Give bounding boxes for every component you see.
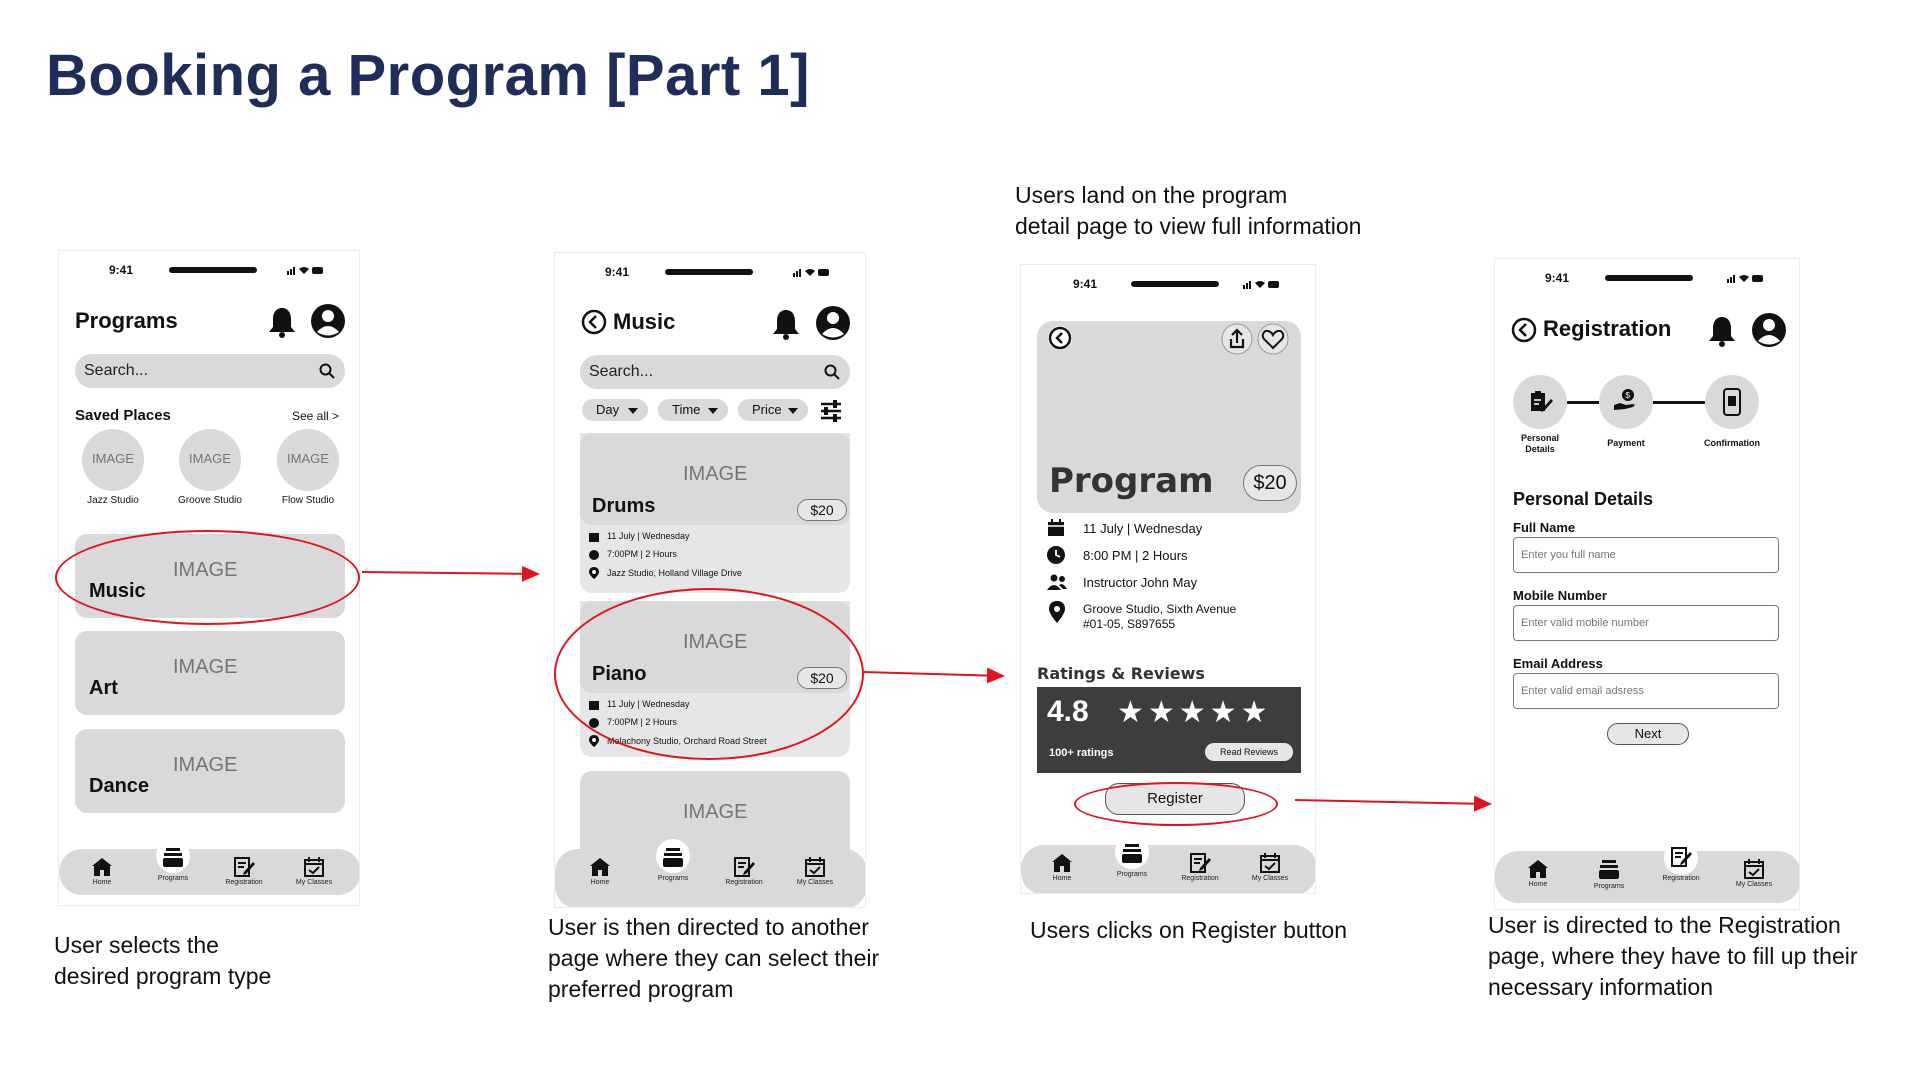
flow-arrow <box>362 572 538 574</box>
program-date: 11 July | Wednesday <box>607 699 690 709</box>
caption-step-1: User selects the desired program type <box>54 932 272 989</box>
program-name: Piano <box>592 663 647 685</box>
section-heading: Personal Details <box>1513 489 1654 509</box>
category-name: Art <box>89 677 118 699</box>
see-all-link[interactable]: See all > <box>292 409 340 423</box>
nav-label: Programs <box>1593 883 1625 890</box>
image-placeholder: IMAGE <box>173 656 238 678</box>
search-input[interactable]: Search... <box>84 362 149 379</box>
nav-label: Registration <box>1181 875 1219 882</box>
search-input[interactable]: Search... <box>589 363 654 380</box>
program-location: Jazz Studio, Holland Village Drive <box>607 568 742 578</box>
status-time: 9:41 <box>1545 271 1570 285</box>
caption-step-3-bottom: Users clicks on Register button <box>1030 917 1348 943</box>
saved-place-image[interactable]: IMAGE <box>82 429 144 491</box>
nav-label: Home <box>590 879 610 886</box>
field-label: Mobile Number <box>1513 588 1607 603</box>
price-badge: $20 <box>1243 465 1297 501</box>
register-button[interactable]: Register <box>1105 783 1245 815</box>
program-name: Drums <box>592 495 656 517</box>
caption-step-3-top: Users land on the program detail page to view full information <box>1015 182 1362 239</box>
next-button[interactable]: Next <box>1607 723 1689 745</box>
nav-label: Registration <box>725 879 763 886</box>
program-time: 7:00PM | 2 Hours <box>607 549 677 559</box>
nav-label: Home <box>1052 875 1072 882</box>
image-placeholder: IMAGE <box>683 463 748 485</box>
read-reviews-button[interactable]: Read Reviews <box>1205 743 1293 761</box>
filter-price[interactable]: Price <box>738 399 808 421</box>
nav-label: My Classes <box>1735 881 1773 888</box>
program-time: 8:00 PM | 2 Hours <box>1083 548 1188 563</box>
nav-label: My Classes <box>796 879 834 886</box>
flow-arrow <box>1295 800 1490 804</box>
ratings-heading: Ratings & Reviews <box>1037 664 1205 683</box>
filter-day[interactable]: Day <box>582 399 648 421</box>
page-title: Registration <box>1543 316 1672 341</box>
category-name: Dance <box>89 775 150 797</box>
nav-label: My Classes <box>1251 875 1289 882</box>
step-label: Payment <box>1607 438 1645 448</box>
svg-text:$: $ <box>1625 391 1630 400</box>
location-line-2: #01-05, S897655 <box>1083 617 1176 631</box>
saved-place-name: Flow Studio <box>281 495 335 506</box>
rating-value: 4.8 <box>1047 695 1089 728</box>
nav-label: Registration <box>225 879 263 886</box>
step-label: Personal Details <box>1520 433 1560 454</box>
program-location: Melachony Studio, Orchard Road Street <box>607 736 767 746</box>
image-placeholder: IMAGE <box>173 559 238 581</box>
saved-place-name: Groove Studio <box>178 495 242 506</box>
field-label: Email Address <box>1513 656 1603 671</box>
caption-step-4: User is directed to the Registration page, where they have to fill up their necessary information <box>1488 912 1858 1000</box>
nav-label: Programs <box>157 875 189 882</box>
flow-arrow <box>864 672 1003 676</box>
program-date: 11 July | Wednesday <box>1083 521 1203 536</box>
nav-label: My Classes <box>295 879 333 886</box>
program-date: 11 July | Wednesday <box>607 531 690 541</box>
instructor-name: Instructor John May <box>1083 575 1198 590</box>
page-title: Programs <box>75 308 178 333</box>
category-name: Music <box>89 580 146 602</box>
image-placeholder: IMAGE <box>173 754 238 776</box>
image-placeholder: IMAGE <box>683 801 748 823</box>
price-badge: $20 <box>797 667 847 689</box>
status-time: 9:41 <box>109 263 134 277</box>
field-label: Full Name <box>1513 520 1576 535</box>
caption-step-2: User is then directed to another page where they can select their preferred program <box>548 914 880 1002</box>
program-title: Program <box>1049 461 1214 501</box>
price-badge: $20 <box>797 499 847 521</box>
nav-label: Programs <box>1116 871 1148 878</box>
location-line-1: Groove Studio, Sixth Avenue <box>1083 602 1237 616</box>
status-time: 9:41 <box>605 265 630 279</box>
saved-place-image[interactable]: IMAGE <box>277 429 339 491</box>
program-time: 7:00PM | 2 Hours <box>607 717 677 727</box>
nav-label: Registration <box>1662 875 1700 882</box>
star-rating-icon: ★★★★★ <box>1117 696 1272 729</box>
status-time: 9:41 <box>1073 277 1098 291</box>
page-title: Music <box>613 309 676 334</box>
nav-label: Programs <box>657 875 689 882</box>
image-placeholder: IMAGE <box>683 631 748 653</box>
rating-count: 100+ ratings <box>1049 747 1114 759</box>
saved-place-name: Jazz Studio <box>87 495 139 506</box>
filter-time[interactable]: Time <box>658 399 728 421</box>
saved-places-heading: Saved Places <box>75 407 171 424</box>
saved-place-image[interactable]: IMAGE <box>179 429 241 491</box>
nav-label: Home <box>92 879 112 886</box>
nav-label: Home <box>1528 881 1548 888</box>
step-label: Confirmation <box>1704 438 1760 448</box>
slide-title: Booking a Program [Part 1] <box>46 43 810 108</box>
